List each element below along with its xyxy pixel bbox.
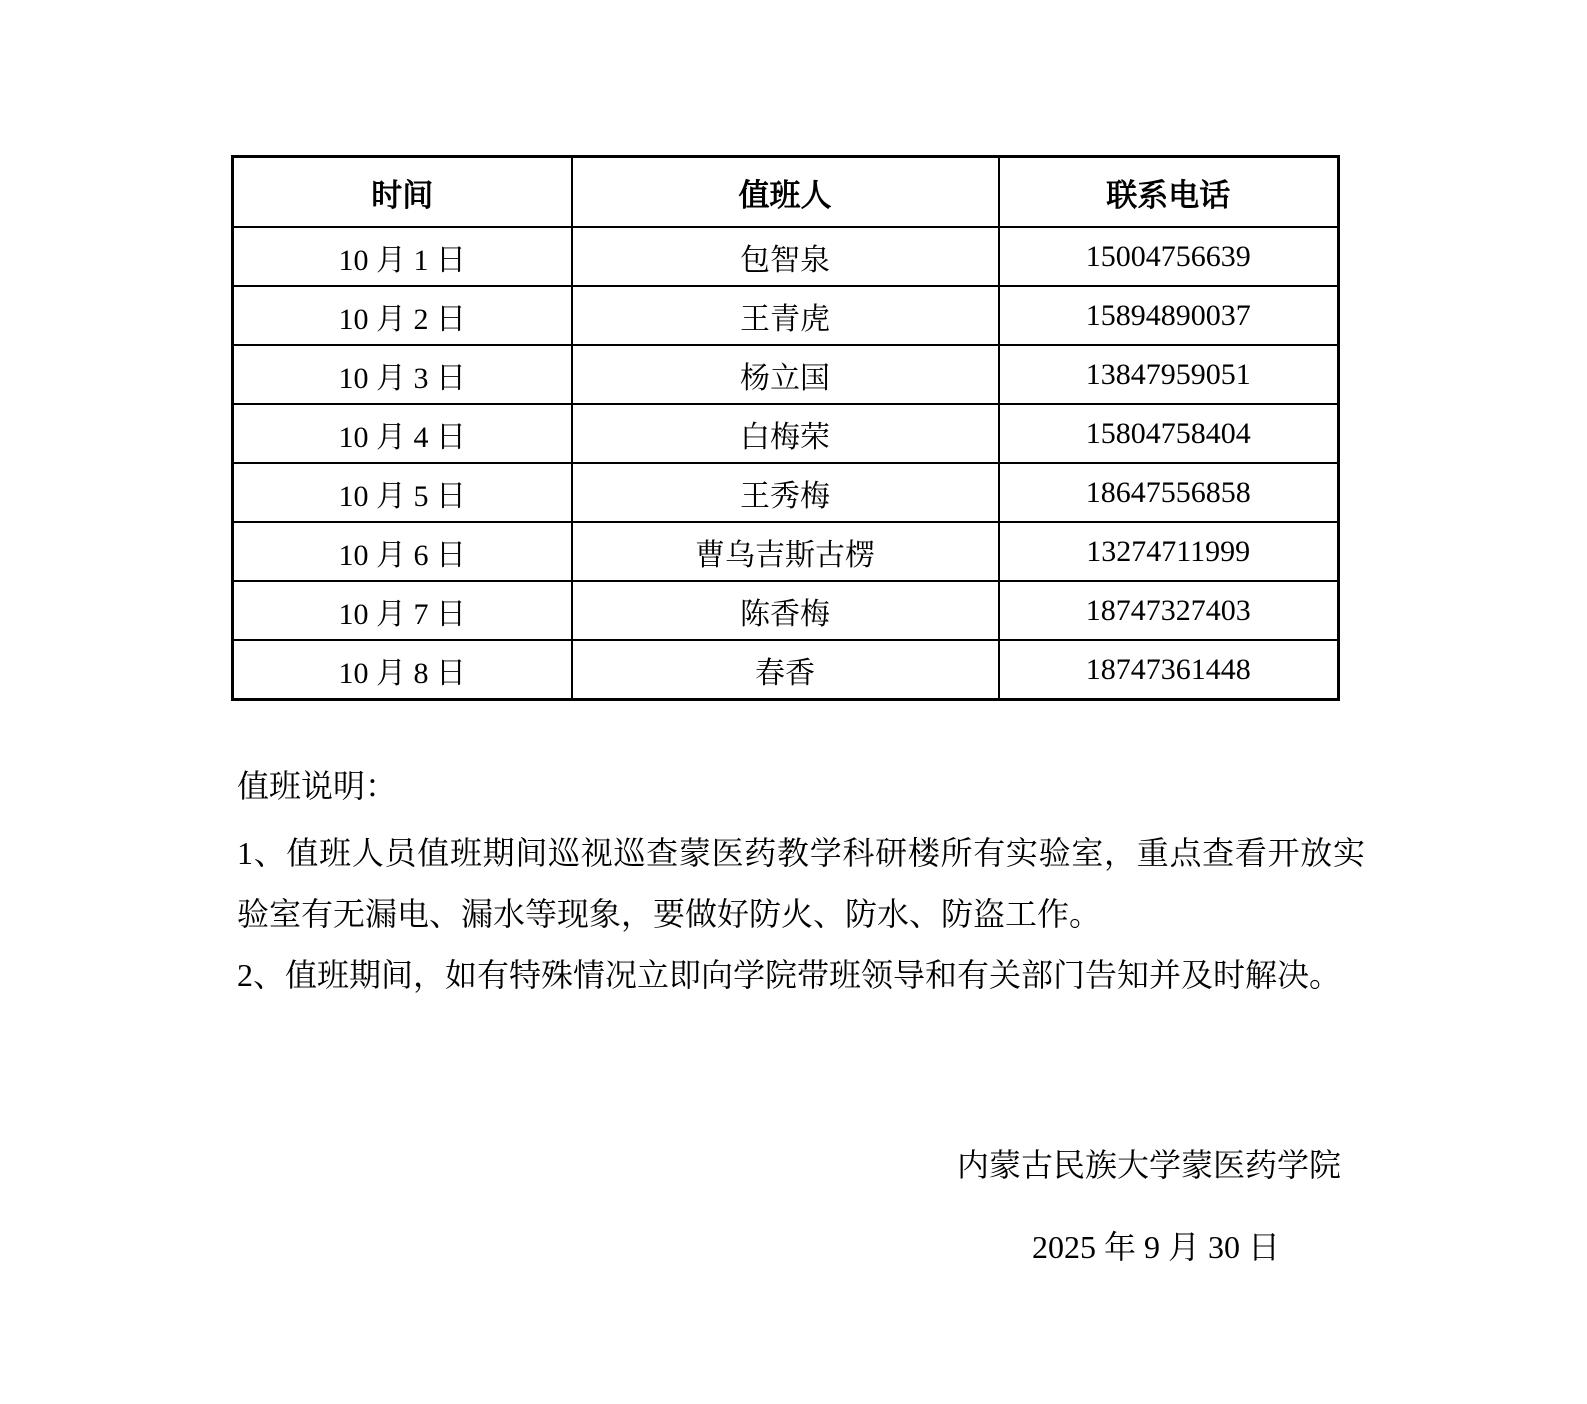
table-row (233, 345, 1339, 404)
header-cell-phone: 联系电话 (999, 157, 1339, 228)
cell-phone: 18747327403 (999, 581, 1339, 640)
duty-notes (237, 756, 1365, 1006)
cell-date: 10 月 8 日 (233, 640, 572, 700)
cell-date: 10 月 1 日 (233, 227, 572, 286)
note-item-1: 1、值班人员值班期间巡视巡查蒙医药教学科研楼所有实验室，重点查看开放实验室有无漏电、漏水等现象，要做好防火、防水、防盗工作。 (237, 835, 1365, 932)
cell-person: 王秀梅 (572, 463, 999, 522)
cell-date: 10 月 7 日 (233, 581, 572, 640)
table-header-row (233, 157, 1339, 228)
signature-date: 2025 年 9 月 30 日 (1031, 1229, 1280, 1265)
cell-date: 10 月 6 日 (233, 522, 572, 581)
header-cell-time: 时间 (233, 157, 572, 228)
table-row (233, 581, 1339, 640)
note-item-2: 2、值班期间，如有特殊情况立即向学院带班领导和有关部门告知并及时解决。 (237, 957, 1342, 993)
cell-person: 陈香梅 (572, 581, 999, 640)
duty-table-body (233, 227, 1339, 700)
cell-phone: 18647556858 (999, 463, 1339, 522)
table-row (233, 640, 1339, 700)
cell-person: 杨立国 (572, 345, 999, 404)
table-row (233, 404, 1339, 463)
cell-person: 包智泉 (572, 227, 999, 286)
table-row (233, 227, 1339, 286)
cell-date: 10 月 3 日 (233, 345, 572, 404)
cell-phone: 15894890037 (999, 286, 1339, 345)
cell-person: 王青虎 (572, 286, 999, 345)
duty-roster-table (231, 155, 1340, 701)
notes-title: 值班说明： (237, 768, 398, 804)
table-row (233, 463, 1339, 522)
cell-phone: 18747361448 (999, 640, 1339, 700)
cell-person: 白梅荣 (572, 404, 999, 463)
signature-organization: 内蒙古民族大学蒙医药学院 (956, 1147, 1341, 1183)
table-row (233, 286, 1339, 345)
cell-phone: 15004756639 (999, 227, 1339, 286)
cell-person: 曹乌吉斯古楞 (572, 522, 999, 581)
cell-phone: 13847959051 (999, 345, 1339, 404)
table-row (233, 522, 1339, 581)
cell-date: 10 月 2 日 (233, 286, 572, 345)
cell-date: 10 月 5 日 (233, 463, 572, 522)
cell-phone: 15804758404 (999, 404, 1339, 463)
cell-person: 春香 (572, 640, 999, 700)
header-cell-person: 值班人 (572, 157, 999, 228)
cell-phone: 13274711999 (999, 522, 1339, 581)
cell-date: 10 月 4 日 (233, 404, 572, 463)
